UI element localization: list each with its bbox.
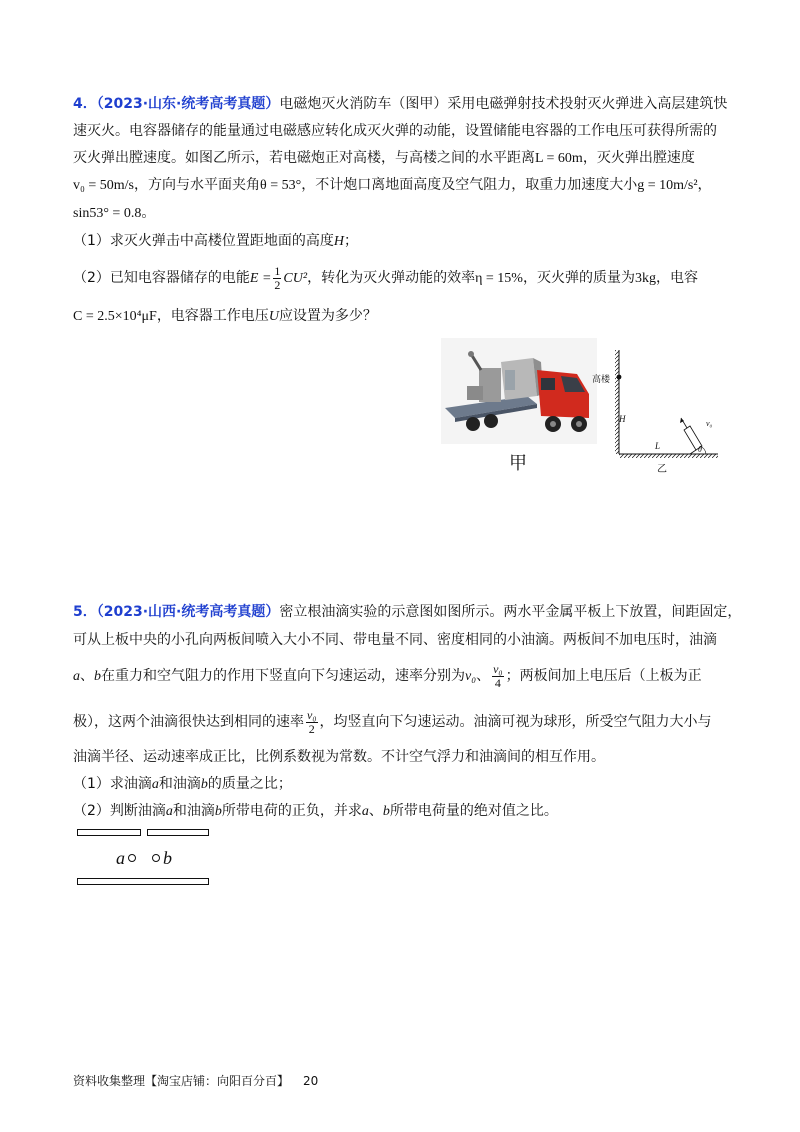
q5-line-2: [73, 630, 717, 650]
q4-part-2-text-c: ，灭火弹的质量为: [522, 270, 635, 286]
q5-part-2-a: （2）判断油滴: [73, 803, 166, 819]
q4-source: （2023·山东·统考高考真题）: [96, 96, 280, 112]
q5-half-fraction: [306, 709, 318, 736]
q5-text-1: 密立根油滴实验的示意图如图所示。两水平金属平板上下放置，间距固定，: [279, 604, 742, 620]
figure-yi-label: 乙: [657, 464, 667, 475]
drop-a-label: a: [116, 848, 125, 868]
q5-part-1-a: （1）求油滴: [73, 776, 152, 792]
q4-gravity: g = 10m/s²: [637, 178, 698, 193]
q4-line-3: [73, 148, 695, 169]
q5-part-2-c: 和油滴: [172, 803, 215, 819]
q4-text-3a: 灭火弹出膛速度。如图乙所示，若电磁炮正对高楼，与高楼之间的水平距离: [73, 150, 535, 166]
height-label: H: [619, 414, 626, 424]
q4-part-2: [73, 264, 698, 293]
q4-part-2-text-d: ，电容: [655, 270, 698, 286]
q5-line-1: [73, 602, 741, 622]
q4-energy-lhs: E =: [249, 271, 272, 286]
q4-voltage-var: U: [268, 309, 279, 324]
q4-part-1-text: （1）求灭火弹击中高楼位置距地面的高度: [73, 233, 334, 249]
distance-label: L: [655, 441, 661, 451]
building-label: 高楼: [592, 375, 611, 385]
q5-part-2-e: 所带电荷的正负，并求: [221, 803, 362, 819]
q5-part-2-d: b: [214, 804, 222, 819]
footer-text: 资料收集整理【淘宝店铺：向阳百分百】: [73, 1074, 290, 1088]
projectile-diagram-svg: [592, 346, 728, 474]
q4-half-fraction: [273, 265, 281, 292]
q4-mass: 3kg: [634, 271, 656, 286]
q5-part-2: [73, 801, 558, 822]
q4-text-2: 速灭火。电容器储存的能量通过电磁感应转化成灭火弹的动能，设置储能电容器的工作电压可获得所需的: [73, 123, 717, 139]
q5-number: 5．: [73, 604, 97, 620]
q4-part-1-var: H: [333, 234, 345, 249]
page-number: 20: [303, 1074, 319, 1088]
q4-part-2-text-f: 应设置为多少？: [278, 308, 377, 324]
q5-drop-a: a: [73, 669, 80, 684]
q5-part-1-b: a: [151, 777, 159, 792]
q4-capacitance: C = 2.5×10⁴μF: [73, 309, 157, 324]
q5-part-2-i: 所带电荷量的绝对值之比。: [389, 803, 558, 819]
q4-half-den: 2: [274, 277, 281, 292]
q4-text-4f: ，: [697, 177, 712, 193]
q5-source: （2023·山西·统考高考真题）: [96, 604, 280, 620]
q5-text-2: 可从上板中央的小孔向两板间喷入大小不同、带电量不同、密度相同的小油滴。两板间不加电压时，油滴: [73, 632, 717, 648]
q5-quarter-num: v₀: [493, 661, 503, 676]
q5-drop-b: b: [94, 669, 101, 684]
q4-line-2: [73, 121, 717, 141]
q4-sin: sin53° = 0.8: [73, 206, 142, 221]
q5-line-3: [73, 660, 702, 693]
q5-text-3f: ；两板间加上电压后（上板为正: [505, 668, 702, 684]
fire-truck-image: [441, 338, 597, 444]
q5-part-1-c: 和油滴: [158, 776, 201, 792]
q4-distance: L = 60m: [535, 151, 583, 166]
q5-part-2-f: a: [361, 804, 369, 819]
q4-number: 4．: [73, 96, 97, 112]
velocity-label: v₀: [706, 419, 713, 428]
q4-part-2-cont: [73, 306, 377, 327]
q4-line-4: [73, 175, 712, 196]
q4-line-1: [73, 94, 727, 114]
q4-text-5b: 。: [141, 205, 156, 221]
q4-text-4b: ，方向与水平面夹角: [134, 177, 261, 193]
projectile-diagram: [592, 346, 728, 474]
q4-part-1: [73, 231, 358, 252]
upper-plate-right: [147, 829, 209, 836]
q5-text-4b: ，均竖直向下匀速运动。油滴可视为球形，所受空气阻力大小与: [319, 714, 712, 730]
q4-part-2-text-e: ，电容器工作电压: [156, 308, 269, 324]
oil-drops: [116, 848, 172, 869]
q5-quarter-fraction: [492, 663, 504, 690]
q4-text-1: 电磁炮灭火消防车（图甲）采用电磁弹射技术投射灭火弹进入高层建筑快: [279, 96, 728, 112]
lower-plate: [77, 878, 209, 885]
q5-text-4a: 极），这两个油滴很快达到相同的速率: [73, 714, 304, 730]
q5-half-den: 2: [308, 721, 315, 736]
q5-part-1-d: b: [200, 777, 208, 792]
q4-velocity: v₀ = 50m/s: [73, 178, 135, 193]
q5-sep-2: 、: [476, 668, 491, 684]
q4-part-2-text-a: （2）已知电容器储存的电能: [73, 270, 250, 286]
q5-part-2-b: a: [165, 804, 173, 819]
upper-plate-left: [77, 829, 141, 836]
drop-b-label: b: [163, 848, 172, 868]
q4-angle: θ = 53°: [260, 178, 302, 193]
fire-truck-figure: [441, 338, 597, 444]
q4-text-4d: ，不计炮口离地面高度及空气阻力，取重力加速度大小: [301, 177, 638, 193]
q4-half-num: 1: [274, 263, 281, 278]
q5-sep: 、: [80, 668, 94, 684]
q5-half-num: v₀: [307, 707, 317, 722]
q5-line-4: [73, 706, 712, 738]
q5-part-1: [73, 774, 292, 795]
q4-energy-rhs: CU²: [283, 271, 308, 286]
q5-quarter-den: 4: [494, 675, 501, 690]
q5-text-5: 油滴半径、运动速率成正比，比例系数视为常数。不计空气浮力和油滴间的相互作用。: [73, 749, 605, 765]
q4-part-1-end: ；: [344, 233, 359, 249]
q4-line-5: [73, 203, 155, 224]
q4-part-2-text-b: ，转化为灭火弹动能的效率: [307, 270, 476, 286]
q5-line-5: [73, 747, 605, 767]
figure-jia-label: 甲: [509, 453, 527, 473]
drop-a-icon: [128, 854, 136, 862]
drop-b-icon: [152, 854, 160, 862]
q5-text-3d: 在重力和空气阻力的作用下竖直向下匀速运动，速率分别为: [101, 668, 465, 684]
q4-efficiency: η = 15%: [475, 271, 523, 286]
q5-part-2-h: b: [382, 804, 390, 819]
q5-v0: v₀: [465, 669, 477, 684]
footer: [73, 1072, 318, 1089]
q5-part-1-e: 的质量之比；: [207, 776, 292, 792]
q4-text-3c: ，灭火弹出膛速度: [582, 150, 695, 166]
angle-label: θ: [698, 445, 702, 454]
q5-part-2-g: 、: [368, 803, 383, 819]
